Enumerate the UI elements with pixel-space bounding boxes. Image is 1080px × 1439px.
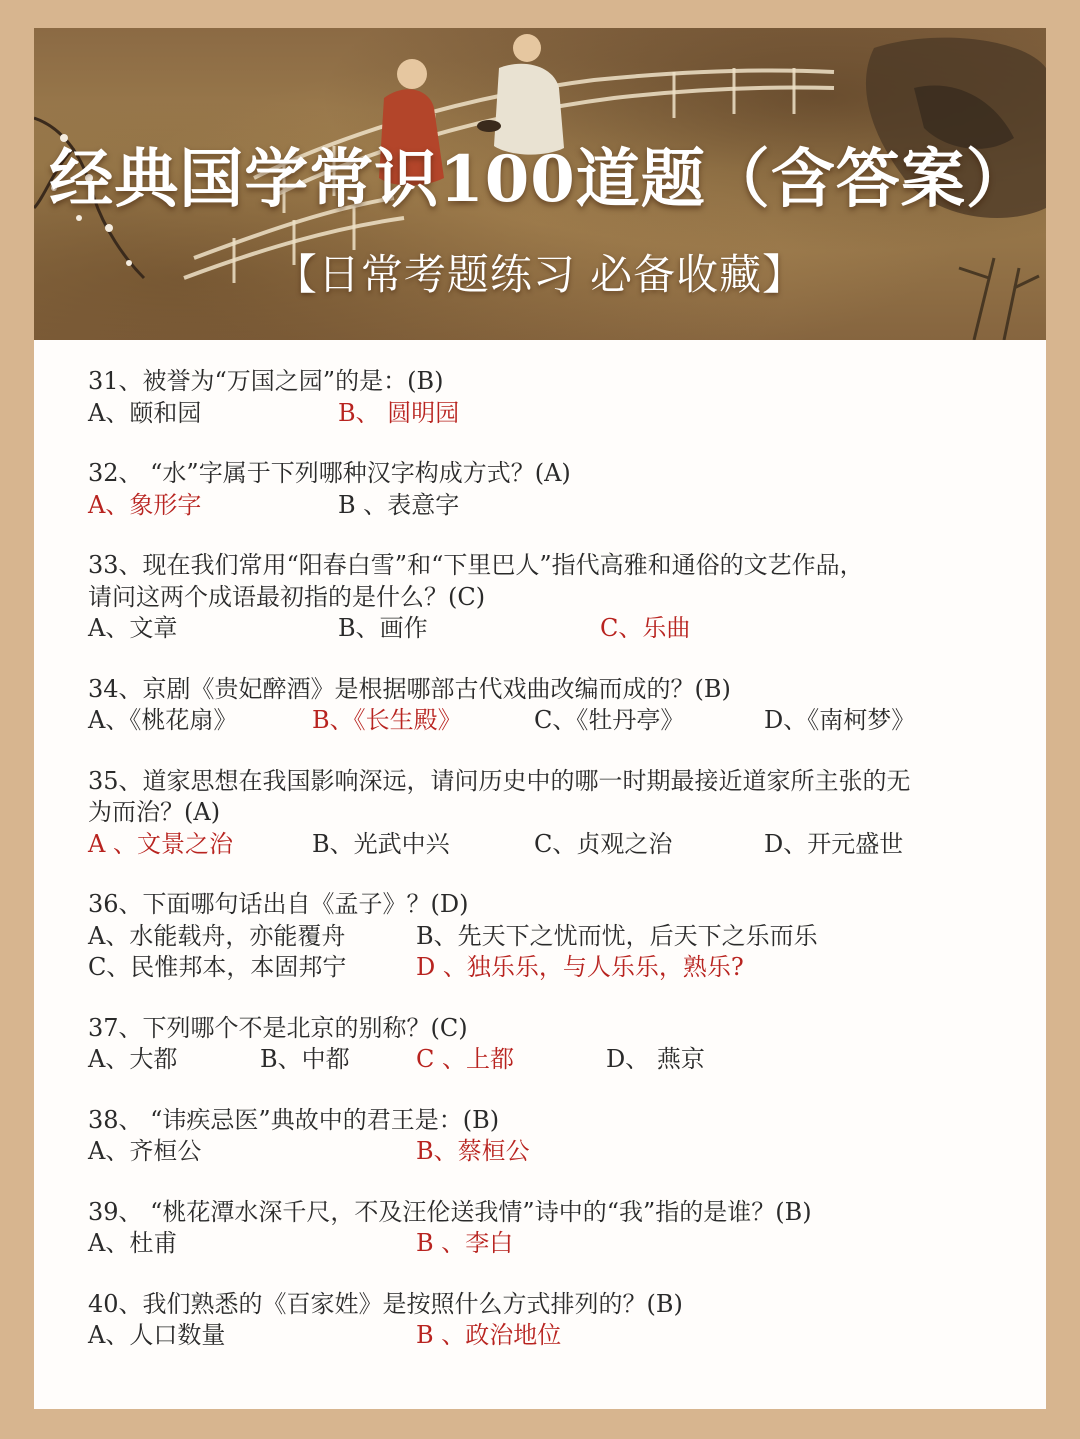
option-row — [88, 490, 1016, 522]
question-item — [88, 458, 1016, 521]
question-item — [88, 1197, 1016, 1260]
option-row — [88, 952, 1016, 984]
option: B、先天下之忧而忧，后天下之乐而乐 — [416, 921, 818, 950]
quiz-card — [34, 28, 1046, 1409]
answer-option: A 、文景之治 — [88, 829, 233, 858]
question-text: 31、被誉为“万国之园”的是：(B) — [88, 367, 444, 395]
option-row — [88, 1044, 1016, 1076]
question-text: 36、下面哪句话出自《孟子》？(D) — [88, 890, 469, 918]
question-item — [88, 366, 1016, 429]
option: B、中都 — [260, 1045, 350, 1073]
option: C、贞观之治 — [534, 829, 673, 858]
option: A、水能载舟，亦能覆舟 — [88, 921, 346, 950]
question-list — [88, 366, 1016, 1381]
question-item — [88, 1105, 1016, 1168]
answer-option: D 、独乐乐，与人乐乐，熟乐? — [416, 953, 744, 981]
option-row — [88, 921, 1016, 953]
question-text: 40、我们熟悉的《百家姓》是按照什么方式排列的？(B) — [88, 1289, 683, 1318]
answer-option: B、蔡桓公 — [416, 1137, 530, 1165]
option: C、民惟邦本，本固邦宁 — [88, 953, 347, 981]
option-row — [88, 1228, 1016, 1260]
answer-option: B 、李白 — [416, 1229, 514, 1257]
option: B 、表意字 — [338, 490, 460, 519]
option: A、杜甫 — [88, 1229, 178, 1257]
answer-option: C 、上都 — [416, 1045, 514, 1073]
option: B、画作 — [338, 614, 428, 642]
question-text: 33、现在我们常用“阳春白雪”和“下里巴人”指代高雅和通俗的文艺作品， — [88, 551, 864, 579]
answer-option: B 、政治地位 — [416, 1321, 562, 1349]
header-banner — [34, 28, 1046, 340]
question-item — [88, 674, 1016, 737]
question-item — [88, 889, 1016, 984]
option: A、齐桓公 — [88, 1137, 202, 1165]
option-row — [88, 705, 1016, 737]
answer-option: B、《长生殿》 — [312, 706, 462, 734]
option-row — [88, 1136, 1016, 1168]
answer-option: A、象形字 — [88, 490, 202, 519]
page-title: 经典国学常识100道题（含答案） — [49, 142, 1031, 217]
option: A、人口数量 — [88, 1321, 226, 1349]
question-text: 35、道家思想在我国影响深远，请问历史中的哪一时期最接近道家所主张的无 — [88, 766, 911, 795]
option: D、开元盛世 — [764, 829, 904, 858]
option-row — [88, 829, 1016, 861]
question-item — [88, 766, 1016, 861]
answer-option: B、 圆明园 — [338, 398, 460, 427]
question-text: 32、 “水”字属于下列哪种汉字构成方式？(A) — [88, 459, 571, 487]
question-text: 34、京剧《贵妃醉酒》是根据哪部古代戏曲改编而成的？(B) — [88, 674, 731, 703]
option-row — [88, 613, 1016, 645]
question-text: 为而治？(A) — [88, 798, 221, 826]
option-row — [88, 1320, 1016, 1352]
answer-option: C、乐曲 — [600, 614, 691, 642]
option-row — [88, 398, 1016, 430]
question-text: 37、下列哪个不是北京的别称？(C) — [88, 1013, 468, 1042]
option: A、文章 — [88, 614, 178, 642]
question-text: 请问这两个成语最初指的是什么？(C) — [88, 582, 486, 611]
page-subtitle: 【日常考题练习 必备收藏】 — [274, 250, 806, 299]
question-text: 39、 “桃花潭水深千尺，不及汪伦送我情”诗中的“我”指的是谁？(B) — [88, 1197, 812, 1226]
option: A、大都 — [88, 1045, 178, 1073]
option: C、《牡丹亭》 — [534, 706, 685, 734]
question-item — [88, 1289, 1016, 1352]
option: D、《南柯梦》 — [764, 706, 916, 734]
option: B、光武中兴 — [312, 829, 450, 858]
question-item — [88, 550, 1016, 645]
option: A、颐和园 — [88, 398, 202, 427]
question-text: 38、 “讳疾忌医”典故中的君王是：(B) — [88, 1105, 500, 1134]
option: D、 燕京 — [606, 1045, 705, 1073]
option: A、《桃花扇》 — [88, 706, 238, 734]
question-item — [88, 1013, 1016, 1076]
